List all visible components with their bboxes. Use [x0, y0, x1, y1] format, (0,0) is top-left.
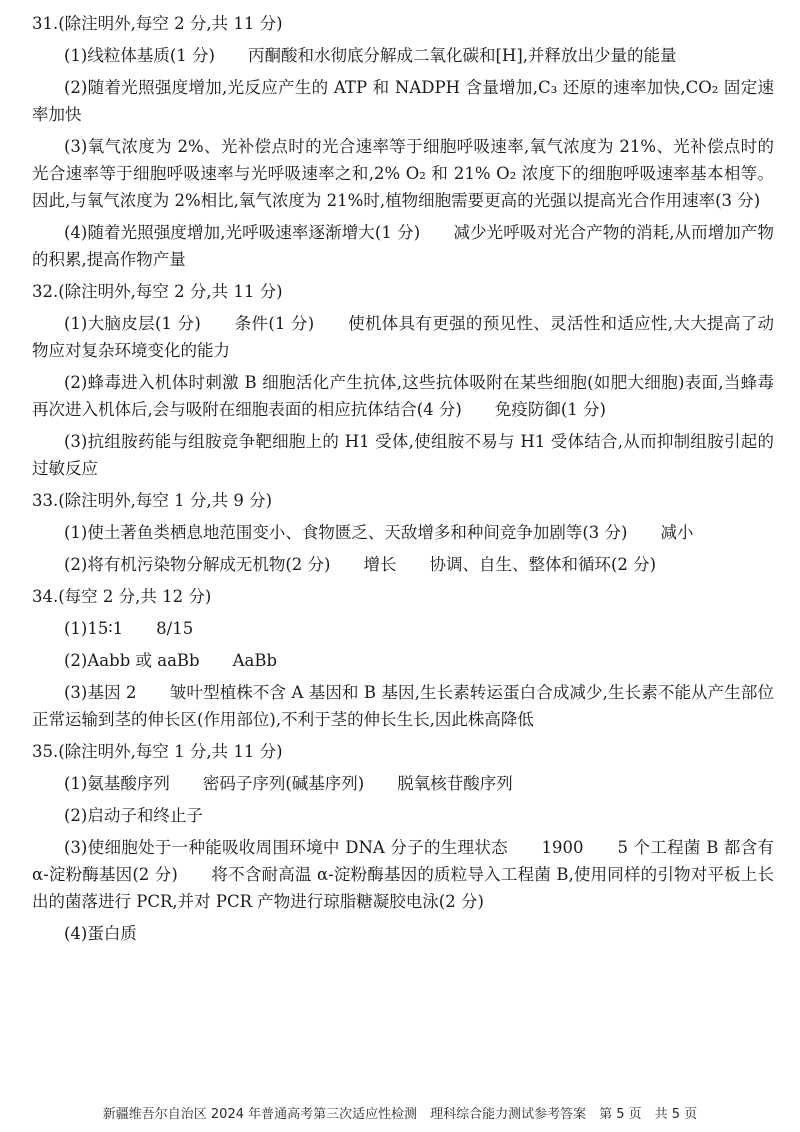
question-35-answer-3: (3)使细胞处于一种能吸收周围环境中 DNA 分子的生理状态 1900 5 个工程菌 B 都含有 α-淀粉酶基因(2 分) 将不含耐高温 α-淀粉酶基因的质粒导入工程菌 B,使用同样的引物对平板上长出的菌落进行 PCR,并对 PCR 产物进行琼脂糖凝胶电泳(2 分) — [32, 838, 774, 911]
question-31-answer-1: (1)线粒体基质(1 分) 丙酮酸和水彻底分解成二氧化碳和[H],并释放出少量的能量 — [64, 46, 677, 65]
question-31-header: 31.(除注明外,每空 2 分,共 11 分) — [32, 14, 283, 33]
question-32-header: 32.(除注明外,每空 2 分,共 11 分) — [32, 282, 283, 301]
question-34-answer-2: (2)Aabb 或 aaBb AaBb — [64, 651, 278, 670]
question-32-answer-2: (2)蜂毒进入机体时刺激 B 细胞活化产生抗体,这些抗体吸附在某些细胞(如肥大细胞)表面,当蜂毒再次进入机体后,会与吸附在细胞表面的相应抗体结合(4 分) 免疫防御(1 分) — [32, 373, 774, 419]
question-33-answer-2: (2)将有机污染物分解成无机物(2 分) 增长 协调、自生、整体和循环(2 分) — [64, 555, 657, 574]
question-31-answer-2: (2)随着光照强度增加,光反应产生的 ATP 和 NADPH 含量增加,C₃ 还原的速率加快,CO₂ 固定速率加快 — [32, 78, 774, 124]
page-footer: 新疆维吾尔自治区 2024 年普通高考第三次适应性检测 理科综合能力测试参考答案 第 5 页 共 5 页 — [102, 1107, 698, 1122]
question-35-header: 35.(除注明外,每空 1 分,共 11 分) — [32, 742, 283, 761]
question-35-answer-4: (4)蛋白质 — [64, 924, 137, 943]
question-34-header: 34.(每空 2 分,共 12 分) — [32, 587, 212, 606]
question-35-answer-1: (1)氨基酸序列 密码子序列(碱基序列) 脱氧核苷酸序列 — [64, 774, 513, 793]
question-33-header: 33.(除注明外,每空 1 分,共 9 分) — [32, 491, 273, 510]
question-32-answer-1: (1)大脑皮层(1 分) 条件(1 分) 使机体具有更强的预见性、灵活性和适应性,大大提高了动物应对复杂环境变化的能力 — [32, 314, 774, 360]
question-31-answer-4: (4)随着光照强度增加,光呼吸速率逐渐增大(1 分) 减少光呼吸对光合产物的消耗,从而增加产物的积累,提高作物产量 — [32, 223, 774, 269]
question-32-answer-3: (3)抗组胺药能与组胺竞争靶细胞上的 H1 受体,使组胺不易与 H1 受体结合,从而抑制组胺引起的过敏反应 — [32, 432, 774, 478]
question-33-answer-1: (1)使土著鱼类栖息地范围变小、食物匮乏、天敌增多和种间竞争加剧等(3 分) 减小 — [64, 523, 694, 542]
question-34-answer-3: (3)基因 2 皱叶型植株不含 A 基因和 B 基因,生长素转运蛋白合成减少,生长素不能从产生部位正常运输到茎的伸长区(作用部位),不利于茎的伸长生长,因此株高降低 — [32, 683, 774, 729]
question-34-answer-1: (1)15∶1 8/15 — [64, 619, 194, 638]
answer-content — [32, 10, 774, 952]
question-31-answer-3: (3)氧气浓度为 2%、光补偿点时的光合速率等于细胞呼吸速率,氧气浓度为 21%、光补偿点时的光合速率等于细胞呼吸速率与光呼吸速率之和,2% O₂ 和 21% O₂ 浓度下的细胞呼吸速率基本相等。因此,与氧气浓度为 2%相比,氧气浓度为 21%时,植物细胞需要更高的光强以提高光合作用速率(3 分) — [32, 137, 774, 210]
question-35-answer-2: (2)启动子和终止子 — [64, 806, 203, 825]
